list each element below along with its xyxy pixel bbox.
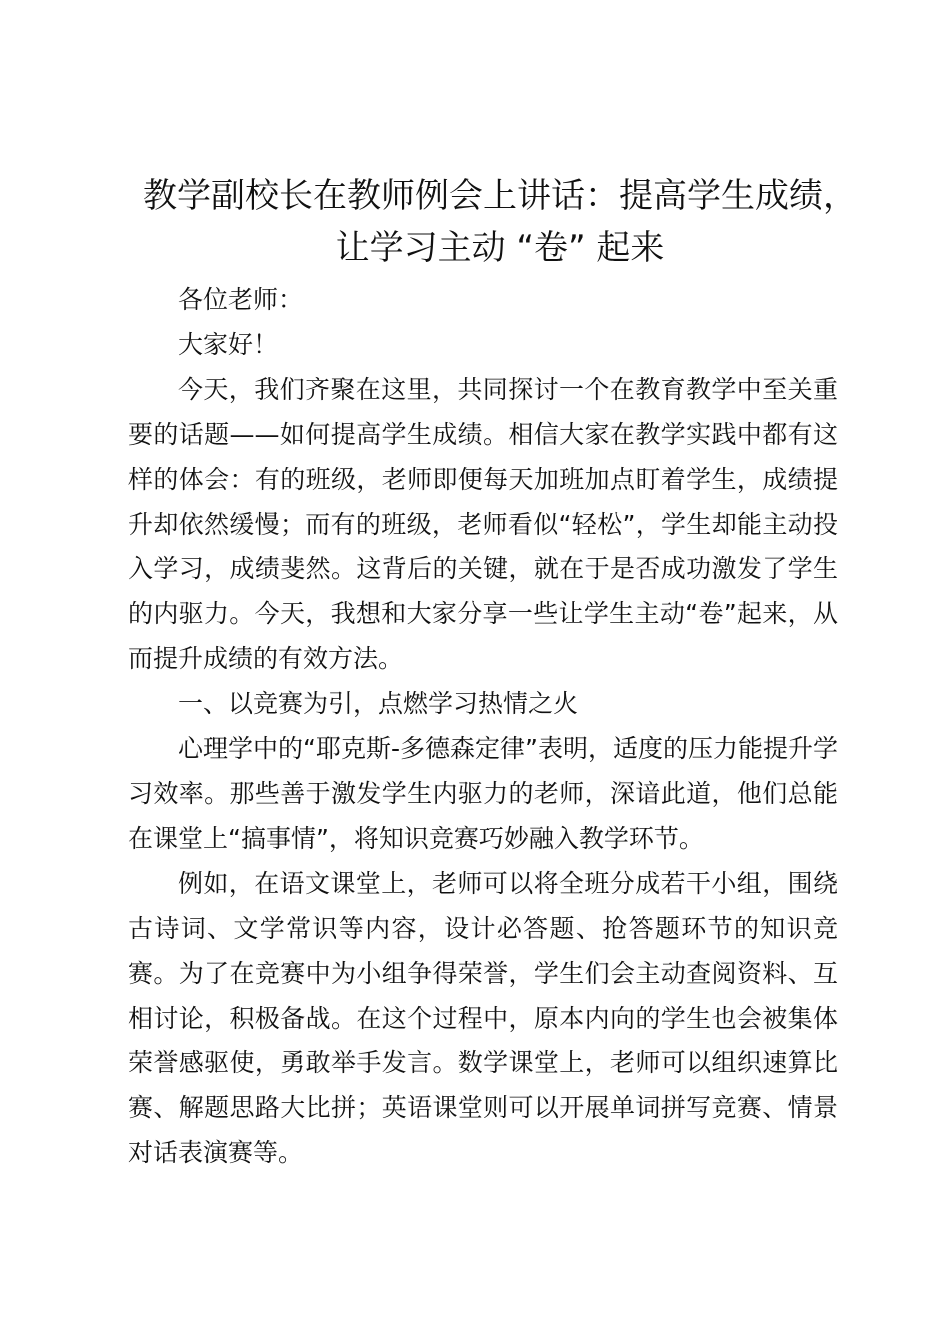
- document-body: [128, 278, 838, 1176]
- salutation: 各位老师：: [178, 285, 304, 314]
- document-title-line-1: 教学副校长在教师例会上讲话：提高学生成绩，: [143, 176, 857, 216]
- document-title-line-2: 让学习主动 “卷” 起来: [335, 228, 665, 268]
- paragraph-psychology: 心理学中的“耶克斯-多德森定律”表明，适度的压力能提升学习效率。那些善于激发学生内驱力的老师，深谙此道，他们总能在课堂上“搞事情”，将知识竞赛巧妙融入教学环节。: [128, 734, 838, 853]
- paragraph-examples: 例如，在语文课堂上，老师可以将全班分成若干小组，围绕古诗词、文学常识等内容，设计必答题、抢答题环节的知识竞赛。为了在竞赛中为小组争得荣誉，学生们会主动查阅资料、互相讨论，积极备战。在这个过程中，原本内向的学生也会被集体荣誉感驱使，勇敢举手发言。数学课堂上，老师可以组织速算比赛、解题思路大比拼；英语课堂则可以开展单词拼写竞赛、情景对话表演赛等。: [128, 868, 838, 1168]
- paragraph-intro: 今天，我们齐聚在这里，共同探讨一个在教育教学中至关重要的话题——如何提高学生成绩。相信大家在教学实践中都有这样的体会：有的班级，老师即便每天加班加点盯着学生，成绩提升却依然缓慢；而有的班级，老师看似“轻松”，学生却能主动投入学习，成绩斐然。这背后的关键，就在于是否成功激发了学生的内驱力。今天，我想和大家分享一些让学生主动“卷”起来，从而提升成绩的有效方法。: [128, 374, 838, 674]
- greeting: 大家好！: [178, 329, 279, 359]
- section-heading-1: 一、以竞赛为引，点燃学习热情之火: [178, 689, 579, 719]
